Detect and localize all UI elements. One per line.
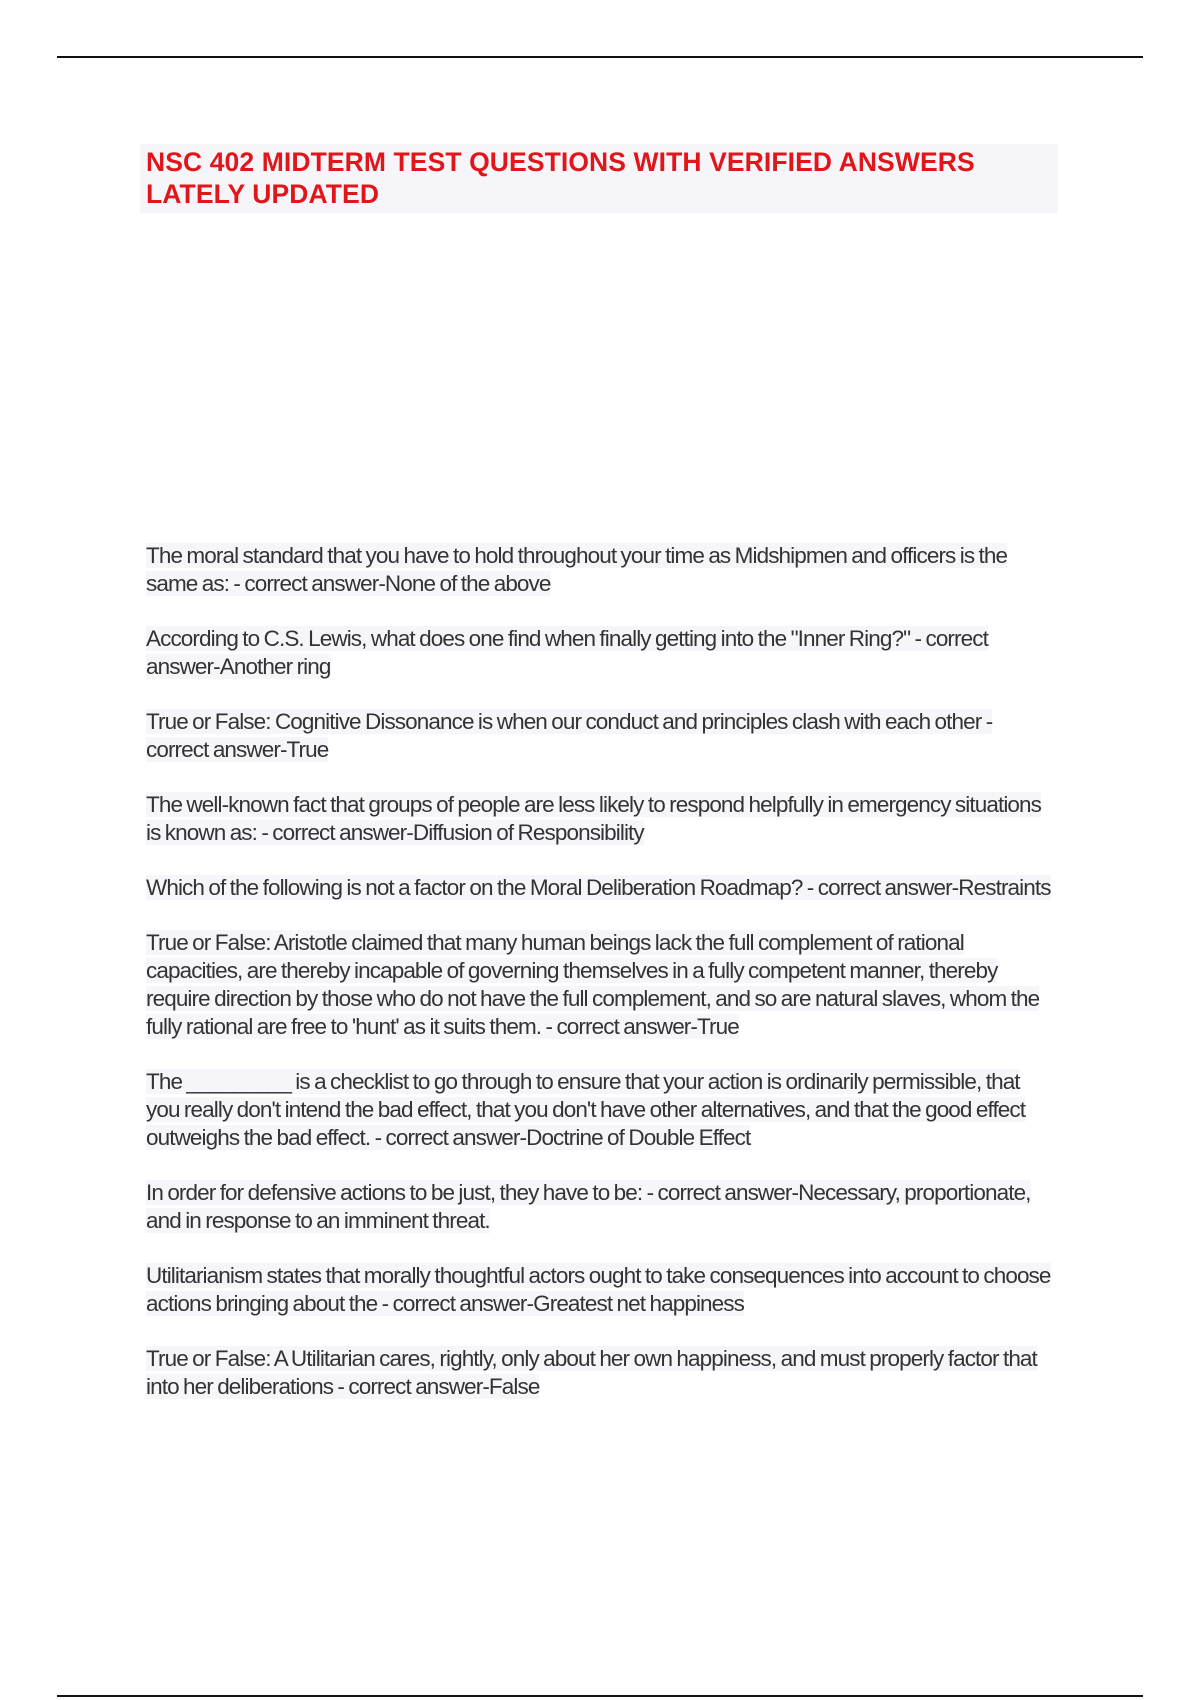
question-text: According to C.S. Lewis, what does one find when finally getting into the "Inner Ring?" - correct answer-Another ring (146, 626, 988, 679)
question-text: The moral standard that you have to hold throughout your time as Midshipmen and officers is the same as: - correct answer-None of the above (146, 543, 1008, 596)
question-text: True or False: Cognitive Dissonance is when our conduct and principles clash with each other - correct answer-True (146, 709, 993, 762)
bottom-rule (57, 1695, 1143, 1697)
top-rule (57, 56, 1143, 58)
question-item (146, 1345, 1056, 1401)
question-text: In order for defensive actions to be just, they have to be: - correct answer-Necessary, proportionate, and in response to an imminent threat. (146, 1180, 1031, 1233)
title-block (140, 144, 1058, 213)
question-item (146, 1179, 1056, 1235)
question-text: Utilitarianism states that morally thoughtful actors ought to take consequences into account to choose actions bringing about the - correct answer-Greatest net happiness (146, 1263, 1051, 1316)
question-text: The well-known fact that groups of people are less likely to respond helpfully in emergency situations is known as: - correct answer-Diffusion of Responsibility (146, 792, 1041, 845)
question-item (146, 874, 1056, 902)
question-list (146, 542, 1056, 1428)
question-text: Which of the following is not a factor on the Moral Deliberation Roadmap? - correct answer-Restraints (146, 875, 1051, 900)
question-item (146, 542, 1056, 598)
question-item (146, 1262, 1056, 1318)
question-text: True or False: Aristotle claimed that many human beings lack the full complement of rational capacities, are thereby incapable of governing themselves in a fully competent manner, thereby require direction by those who do not have the full complement, and so are natural slaves, whom the fully rational are free to 'hunt' as it suits them. - correct answer-True (146, 930, 1040, 1039)
question-text: The _________ is a checklist to go through to ensure that your action is ordinarily permissible, that you really don't intend the bad effect, that you don't have other alternatives, and that the good effect outweighs the bad effect. - correct answer-Doctrine of Double Effect (146, 1069, 1026, 1150)
question-text: True or False: A Utilitarian cares, rightly, only about her own happiness, and must properly factor that into her deliberations - correct answer-False (146, 1346, 1037, 1399)
question-item (146, 708, 1056, 764)
document-title: NSC 402 MIDTERM TEST QUESTIONS WITH VERIFIED ANSWERS LATELY UPDATED (146, 147, 975, 209)
question-item (146, 929, 1056, 1041)
question-item (146, 1068, 1056, 1152)
question-item (146, 625, 1056, 681)
question-item (146, 791, 1056, 847)
